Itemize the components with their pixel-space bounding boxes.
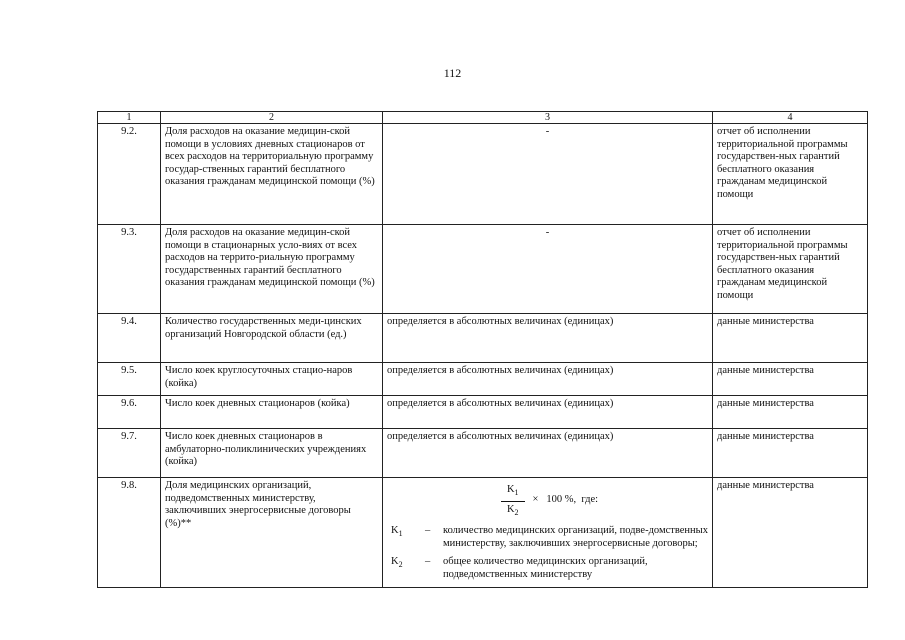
column-header-2: 2 <box>161 112 383 124</box>
definition-symbol-subscript: 2 <box>398 560 403 570</box>
numerator-subscript: 1 <box>514 488 519 498</box>
definition-symbol <box>391 525 425 550</box>
column-header-4: 4 <box>713 112 868 124</box>
calculation-method: определяется в абсолютных величинах (единицах) <box>383 363 713 396</box>
row-number: 9.3. <box>98 225 161 314</box>
calculation-method: - <box>383 225 713 314</box>
calculation-method: определяется в абсолютных величинах (единицах) <box>383 314 713 363</box>
indicator-name: Доля медицинских организаций, подведомственных министерству, заключивших энергосервисные договоры (%)** <box>161 478 383 588</box>
row-number: 9.7. <box>98 429 161 478</box>
table-row <box>98 314 868 363</box>
indicator-name: Доля расходов на оказание медицин-ской помощи в условиях дневных стационаров от всех расходов на территориальную программу государ-ственных гарантий бесплатного оказания гражданам медицинской помощи (%) <box>161 124 383 225</box>
row-number: 9.2. <box>98 124 161 225</box>
column-header-1: 1 <box>98 112 161 124</box>
indicator-name: Количество государственных меди-цинских организаций Новгородской области (ед.) <box>161 314 383 363</box>
data-source: данные министерства <box>713 478 868 588</box>
indicators-table <box>97 111 868 588</box>
row-number: 9.6. <box>98 396 161 429</box>
definition-symbol-subscript: 1 <box>398 529 403 539</box>
page-number: 112 <box>443 66 462 80</box>
indicator-name: Доля расходов на оказание медицин-ской помощи в стационарных усло-виях от всех расходов на террито-риальную программу государственных гарантий бесплатного оказания гражданам медицинской помощи (%) <box>161 225 383 314</box>
formula-multiplier: × 100 %, где: <box>532 494 599 506</box>
formula-definition <box>391 556 708 581</box>
formula-definition <box>391 525 708 550</box>
data-source: данные министерства <box>713 396 868 429</box>
calculation-formula <box>383 478 713 588</box>
data-source: отчет об исполнении территориальной программы государствен-ных гарантий бесплатного оказания гражданам медицинской помощи <box>713 225 868 314</box>
row-number: 9.4. <box>98 314 161 363</box>
indicator-name: Число коек дневных стационаров (койка) <box>161 396 383 429</box>
definition-symbol <box>391 556 425 581</box>
fraction-denominator <box>507 502 519 520</box>
table-row <box>98 478 868 588</box>
indicator-name: Число коек круглосуточных стацио-наров (койка) <box>161 363 383 396</box>
table-row <box>98 363 868 396</box>
numerator-symbol: K <box>506 484 515 495</box>
definition-description: количество медицинских организаций, подве-домственных министерству, заключивших энергосервисные договоры; <box>443 525 708 549</box>
definition-dash: – <box>425 556 431 568</box>
row-number: 9.5. <box>98 363 161 396</box>
calculation-method: определяется в абсолютных величинах (единицах) <box>383 396 713 429</box>
data-source: отчет об исполнении территориальной программы государствен-ных гарантий бесплатного оказания гражданам медицинской помощи <box>713 124 868 225</box>
denominator-subscript: 2 <box>514 507 519 517</box>
definition-symbol-letter: K <box>391 525 399 537</box>
table-row <box>98 124 868 225</box>
table-row <box>98 225 868 314</box>
row-number: 9.8. <box>98 478 161 588</box>
calculation-method: определяется в абсолютных величинах (единицах) <box>383 429 713 478</box>
definition-symbol-letter: K <box>391 556 399 568</box>
data-source: данные министерства <box>713 429 868 478</box>
header-row <box>98 112 868 124</box>
definition-dash: – <box>425 525 431 537</box>
formula-line <box>391 484 708 519</box>
data-source: данные министерства <box>713 314 868 363</box>
indicator-name: Число коек дневных стационаров в амбулаторно-поликлинических учреждениях (койка) <box>161 429 383 478</box>
definition-description: общее количество медицинских организаций, подведомственных министерству <box>443 556 648 580</box>
table-row <box>98 396 868 429</box>
table-row <box>98 429 868 478</box>
fraction <box>501 484 525 519</box>
calculation-method: - <box>383 124 713 225</box>
column-header-3: 3 <box>383 112 713 124</box>
data-source: данные министерства <box>713 363 868 396</box>
denominator-symbol: K <box>506 503 515 515</box>
fraction-numerator <box>501 484 525 502</box>
